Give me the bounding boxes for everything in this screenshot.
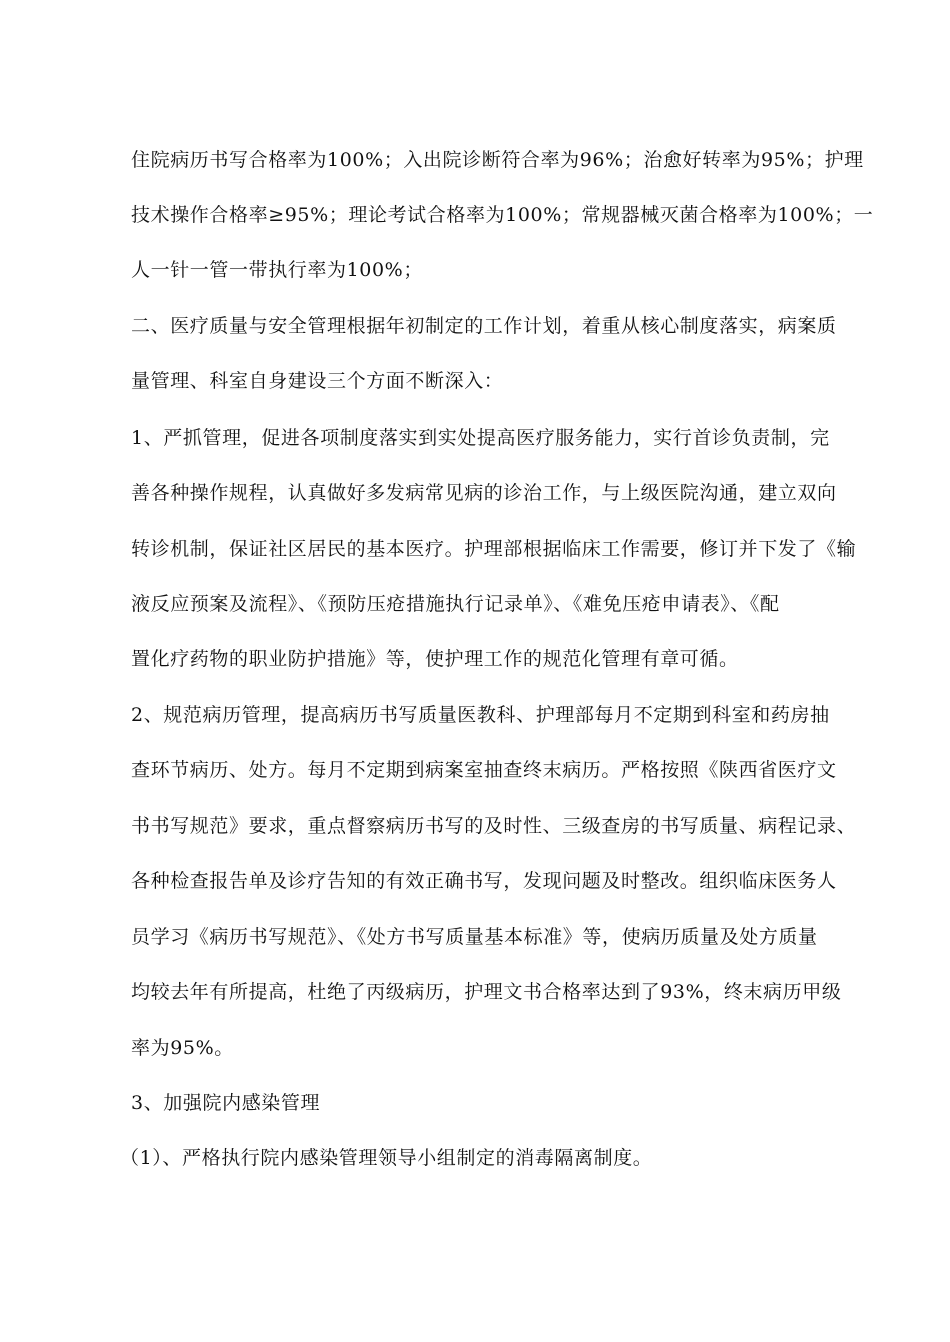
text-line: 员学习《病历书写规范》、《处方书写质量基本标准》等，使病历质量及处方质量	[131, 926, 818, 948]
text-line: 书书写规范》要求，重点督察病历书写的及时性、三级查房的书写质量、病程记录、	[131, 815, 857, 837]
text-line: 量管理、科室自身建设三个方面不断深入：	[131, 370, 504, 392]
text-line: 各种检查报告单及诊疗告知的有效正确书写，发现问题及时整改。组织临床医务人	[131, 870, 837, 892]
text-line: 人一针一管一带执行率为100%；	[131, 259, 423, 281]
text-line: 住院病历书写合格率为100%；入出院诊断符合率为96%；治愈好转率为95%；护理	[131, 149, 864, 171]
sub-item-text: （1）、严格执行院内感染管理领导小组制定的消毒隔离制度。	[120, 1147, 653, 1169]
text-line: 技术操作合格率≥95%；理论考试合格率为100%；常规器械灭菌合格率为100%；一	[131, 204, 874, 226]
text-line: 液反应预案及流程》、《预防压疮措施执行记录单》、《难免压疮申请表》、《配	[131, 593, 780, 615]
text-line: 转诊机制，保证社区居民的基本医疗。护理部根据临床工作需要，修订并下发了《输	[131, 538, 857, 560]
list-item-heading: 2、规范病历管理，提高病历书写质量医教科、护理部每月不定期到科室和药房抽	[131, 704, 830, 726]
list-item-heading: 1、严抓管理，促进各项制度落实到实处提高医疗服务能力，实行首诊负责制，完	[131, 427, 830, 449]
text-line: 查环节病历、处方。每月不定期到病案室抽查终末病历。严格按照《陕西省医疗文	[131, 759, 837, 781]
text-line: 置化疗药物的职业防护措施》等，使护理工作的规范化管理有章可循。	[131, 648, 739, 670]
text-line: 均较去年有所提高，杜绝了丙级病历，护理文书合格率达到了93%，终末病历甲级	[131, 981, 842, 1003]
section-heading: 二、医疗质量与安全管理根据年初制定的工作计划，着重从核心制度落实，病案质	[131, 315, 837, 337]
text-line: 善各种操作规程，认真做好多发病常见病的诊治工作，与上级医院沟通，建立双向	[131, 482, 837, 504]
list-item-heading: 3、加强院内感染管理	[131, 1092, 321, 1114]
text-line: 率为95%。	[131, 1037, 234, 1059]
